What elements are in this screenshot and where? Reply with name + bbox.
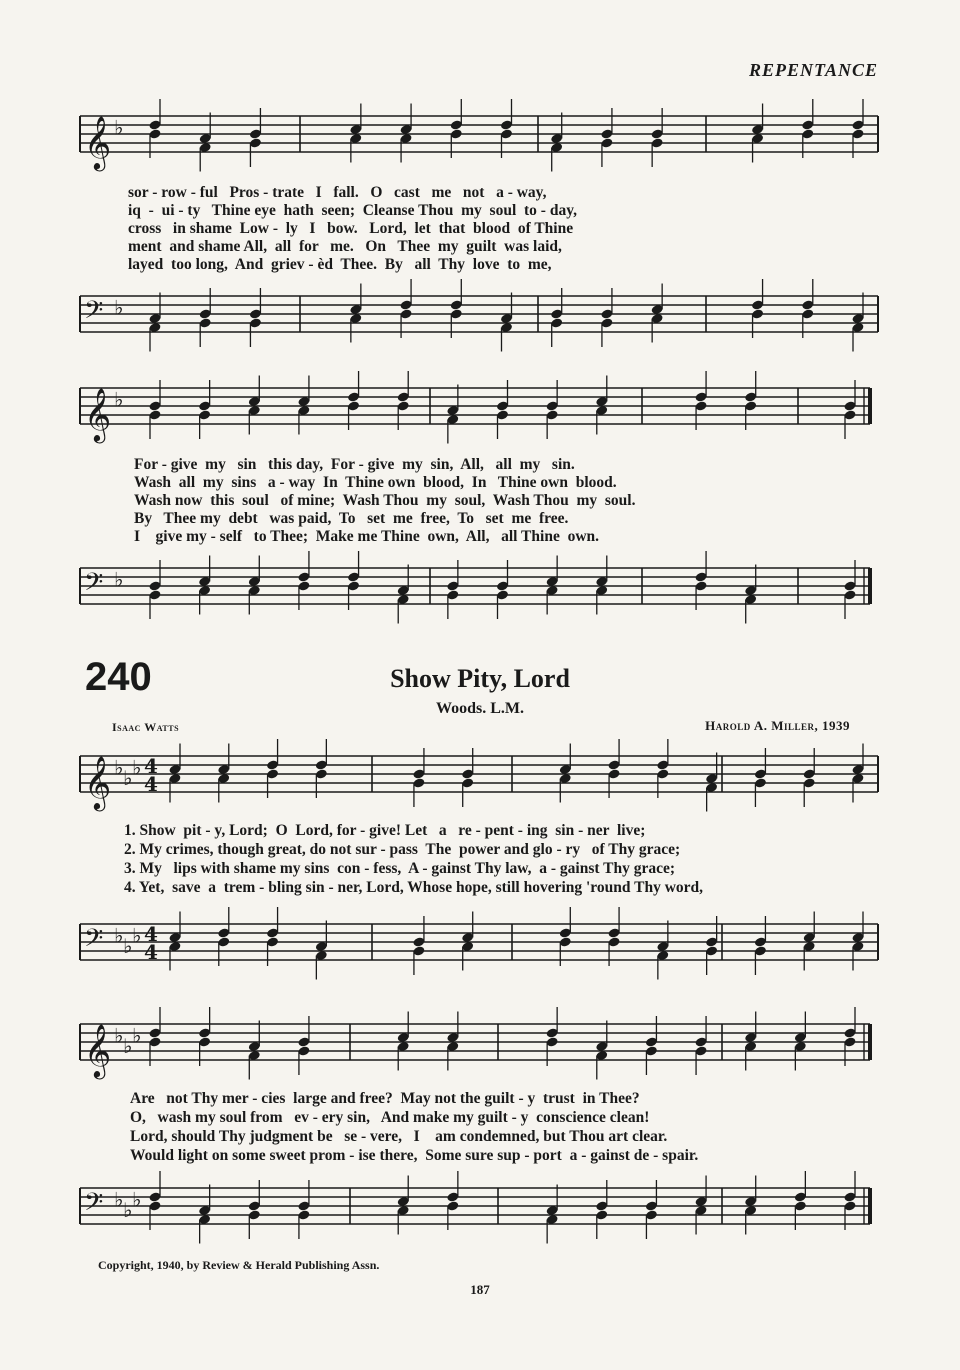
verse-line: O, wash my soul from ev - ery sin, And make my guilt - y conscience clean! — [130, 1109, 650, 1126]
time-signature-top: 4 — [144, 754, 158, 778]
lyric-line: cross in shame Low - ly I bow. Lord, let that blood of Thine — [128, 220, 574, 237]
verse-line: 4. Yet, save a trem - bling sin - ner, Lord, Whose hope, still hovering 'round Thy word, — [124, 879, 704, 896]
hymn-composer: Harold A. Miller, 1939 — [705, 718, 850, 733]
verse-line: 1. Show pit - y, Lord; O Lord, for - give! Let a re - pent - ing sin - ner live; — [124, 822, 646, 839]
tune-name: Woods. L.M. — [435, 700, 524, 717]
treble-clef-icon: 𝄞 — [84, 755, 112, 809]
hymn-title: Show Pity, Lord — [390, 664, 570, 693]
flat-icon: ♭ — [114, 115, 124, 140]
hymn-number: 240 — [85, 655, 152, 699]
flat-icon: ♭ — [123, 934, 133, 959]
flat-icon: ♭ — [132, 1187, 142, 1212]
hymn-author: Isaac Watts — [112, 720, 180, 734]
verse-line: 3. My lips with shame my sins con - fess, A - gainst Thy law, a - gainst Thy grace; — [124, 860, 676, 877]
flat-icon: ♭ — [114, 923, 124, 948]
lyric-line: layed too long, And griev - èd Thee. By all Thy love to me, — [128, 256, 552, 273]
lyric-line: For - give my sin this day, For - give my sin, All, all my sin. — [134, 456, 575, 473]
lyric-line: Wash now this soul of mine; Wash Thou my soul, Wash Thou my soul. — [134, 492, 636, 509]
bass-clef-icon: 𝄢 — [84, 1188, 104, 1223]
flat-icon: ♭ — [114, 387, 124, 412]
time-signature-bottom: 4 — [144, 772, 158, 796]
flat-icon: ♭ — [132, 923, 142, 948]
verse-line: Lord, should Thy judgment be se - vere, I am condemned, but Thou art clear. — [130, 1128, 668, 1145]
treble-clef-icon: 𝄞 — [84, 1023, 112, 1077]
flat-icon: ♭ — [114, 1187, 124, 1212]
bass-clef-icon: 𝄢 — [84, 296, 104, 331]
time-signature-top: 4 — [144, 922, 158, 946]
lyric-line: Wash all my sins a - way In Thine own blood, In Thine own blood. — [134, 474, 617, 491]
copyright-notice: Copyright, 1940, by Review & Herald Publishing Assn. — [98, 1258, 380, 1272]
bass-clef-icon: 𝄢 — [84, 924, 104, 959]
verse-line: Would light on some sweet prom - ise there, Some sure sup - port a - gainst de - spair. — [130, 1147, 699, 1164]
flat-icon: ♭ — [114, 755, 124, 780]
lyric-line: By Thee my debt was paid, To set me free, To set me free. — [134, 510, 569, 527]
flat-icon: ♭ — [123, 1034, 133, 1059]
lyric-line: iq - ui - ty Thine eye hath seen; Cleanse Thou my soul to - day, — [128, 202, 577, 219]
verse-line: 2. My crimes, though great, do not sur - pass The power and glo - ry of Thy grace; — [124, 841, 681, 858]
flat-icon: ♭ — [114, 1023, 124, 1048]
flat-icon: ♭ — [114, 295, 124, 320]
bass-clef-icon: 𝄢 — [84, 568, 104, 603]
page-number: 187 — [470, 1282, 490, 1297]
treble-clef-icon: 𝄞 — [84, 387, 112, 441]
flat-icon: ♭ — [132, 755, 142, 780]
flat-icon: ♭ — [123, 1198, 133, 1223]
verse-line: Are not Thy mer - cies large and free? May not the guilt - y trust in Thee? — [130, 1090, 640, 1107]
flat-icon: ♭ — [132, 1023, 142, 1048]
flat-icon: ♭ — [123, 766, 133, 791]
section-heading: REPENTANCE — [748, 60, 878, 80]
treble-clef-icon: 𝄞 — [84, 115, 112, 169]
lyric-line: sor - row - ful Pros - trate I fall. O cast me not a - way, — [128, 184, 547, 201]
lyric-line: I give my - self to Thee; Make me Thine own, All, all Thine own. — [134, 528, 600, 545]
flat-icon: ♭ — [114, 567, 124, 592]
time-signature-bottom: 4 — [144, 940, 158, 964]
lyric-line: ment and shame All, all for me. On Thee my guilt was laid, — [128, 238, 562, 255]
